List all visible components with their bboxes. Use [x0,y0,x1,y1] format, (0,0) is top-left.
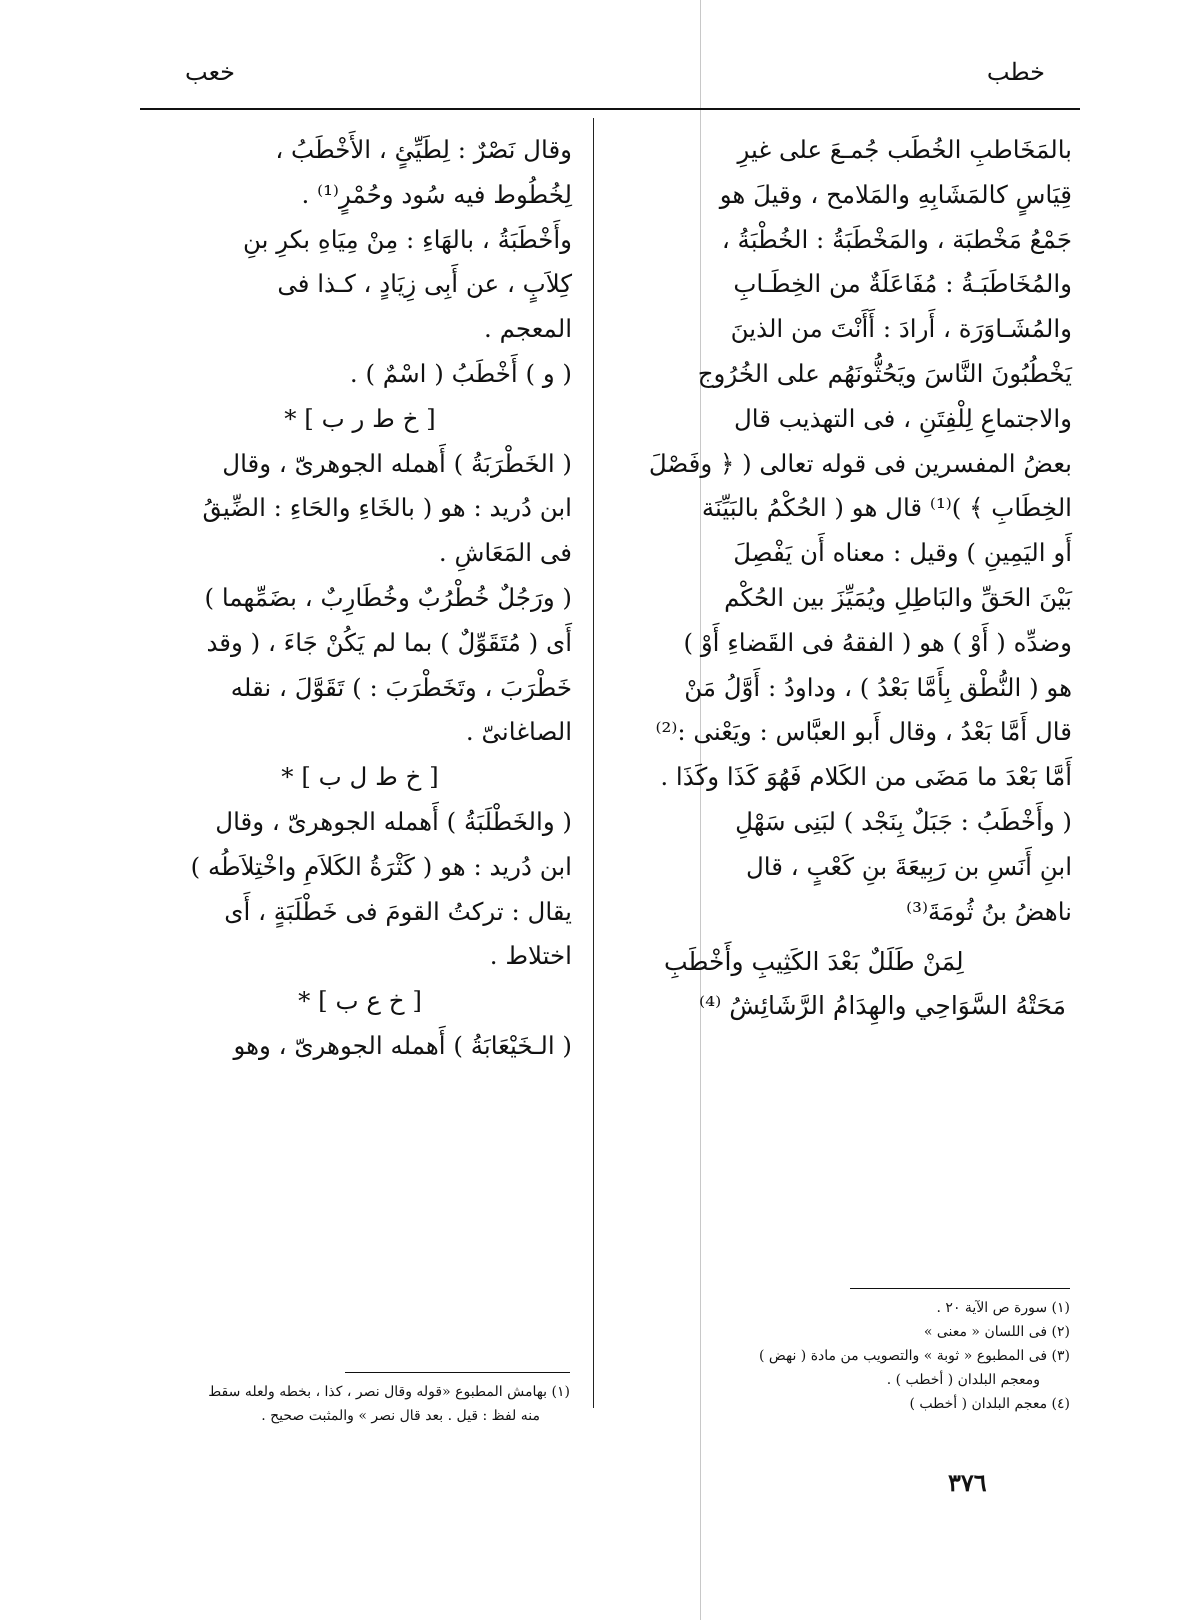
text-line: جَمْعُ مَخْطبَة ، والمَخْطَبَةُ : الخُطْبَةُ ، [721,224,1072,254]
text-line: المعجم . [484,314,572,344]
text-line: ( ورَجُلٌ خُطْرُبٌ وخُطَارِبٌ ، بضَمِّهما ) [204,582,572,612]
entry-heading: [ خ ط ر ب ] * [284,403,436,433]
footnotes-left [148,1380,570,1428]
footnote-rule-right [850,1288,1070,1289]
text-line: ( الـخَيْعَابَةُ ) أَهمله الجوهرىّ ، وهو [233,1030,572,1060]
footnote: (٤) معجم البلدان ( أخطب ) [909,1396,1070,1412]
text-line: والمُخَاطَبَـةُ : مُفَاعَلَةٌ من الخِطَـابِ [733,269,1072,299]
page-number: ٣٧٦ [948,1468,987,1497]
right-headword: خطب [986,58,1045,86]
footnote: ومعجم البلدان ( أخطب ) . [886,1372,1040,1388]
text-line: أَى ( مُتَقَوِّلٌ ) بما لم يَكُنْ جَاءَ ، ( وقد [206,627,572,657]
text-line: ابنِ أَنَسِ بن رَبِيعَةَ بنِ كَعْبٍ ، قال [745,851,1072,881]
text-line: هو ( النُّطْق بِأَمَّا بَعْدُ ) ، وداودُ : أَوَّلُ مَنْ [684,672,1072,702]
text-line: قِيَاسٍ كالمَشَابِهِ والمَلامح ، وقيلَ هو [719,179,1072,209]
text-line: كِلاَبٍ ، عن أَبِى زِيَادٍ ، كـذا فى [277,269,572,299]
left-column [148,128,572,1069]
footnote: (١) سورة ص الآية ٢٠ . [936,1300,1070,1316]
column-divider [593,118,594,1408]
footnote: منه لفظ : قيل . بعد قال نصر » والمثبت صحيح . [261,1408,540,1424]
text-line: فى المَعَاشِ . [438,538,572,568]
header-rule [140,108,1080,110]
text-line: ( وأَخْطَبُ : جَبَلٌ بِنَجْد ) لبَنِى سَهْلِ [735,806,1072,836]
page-header [140,58,1075,98]
text-line: ( والخَطْلَبَةُ ) أَهمله الجوهرىّ ، وقال [215,806,572,836]
text-line: أَمَّا بَعْدَ ما مَضَى من الكَلام فَهُوَ كَذَا وكَذَا . [660,762,1072,792]
right-column [634,128,1072,1028]
text-line: وقال نَصْرٌ : لِطَيِّئٍ ، الأَخْطَبُ ، [275,135,572,164]
entry-heading: [ خ ع ب ] * [298,986,422,1016]
text-line: ابن دُريد : هو ( بالخَاءِ والحَاءِ : الضِّيقُ [202,493,572,523]
text-line: ابن دُريد : هو ( كَثْرَةُ الكَلاَمِ واخْتِلاَطُه ) [190,851,572,881]
poem-verse [634,940,1072,1028]
text-line: خَطْرَبَ ، وتَخَطْرَبَ : ) تَقَوَّلَ ، نقله [230,672,572,702]
text-line: بالمَخَاطبِ الخُطَب جُمـعَ على غيرِ [737,135,1072,164]
text-line: الخِطَابِ ﴾ )⁽¹⁾ قال هو ( الحُكْمُ بالبَيِّنَة [701,493,1072,523]
poem-line: لِمَنْ طَلَلٌ بَعْدَ الكَثِيبِ وأَخْطَبِ [664,947,964,977]
text-line: اختلاط . [489,941,572,971]
text-line: يَخْطُبُونَ النَّاسَ ويَحُثُّونَهُم على الخُرُوج [697,358,1072,388]
text-line: أَو اليَمِينِ ) وقيل : معناه أَن يَفْصِلَ [733,538,1072,568]
text-line: ناهضُ بنُ ثُومَةَ⁽³⁾ [906,896,1072,926]
footnote: (٣) فى المطبوع « ثوبة » والتصويب من مادة ( نهض ) [758,1348,1070,1364]
footnote: (٢) فى اللسان « معنى » [923,1324,1070,1340]
text-line: الصاغانىّ . [465,717,572,747]
text-line: والاجتماعِ لِلْفِتَنِ ، فى التهذيب قال [733,403,1072,433]
footnotes-right [630,1296,1070,1416]
footnote-rule-left [345,1372,570,1373]
text-line: والمُشَـاوَرَة ، أَرادَ : أَأَنْتَ من الذينَ [730,314,1072,344]
text-line: قال أَمَّا بَعْدُ ، وقال أَبو العبَّاس : ويَعْنى :⁽²⁾ [655,717,1072,747]
text-line: بَيْنَ الحَقِّ والبَاطِلِ ويُمَيِّزَ بين الحُكْم [724,582,1072,612]
poem-line: مَحَتْهُ السَّوَاحِي والهِدَامُ الرَّشَائِشُ ⁽⁴⁾ [698,991,1066,1021]
text-line: ( الخَطْرَبَةُ ) أَهمله الجوهرىّ ، وقال [222,448,572,478]
text-line: بعضُ المفسرين فى قوله تعالى ( ﴿ وفَصْلَ [648,448,1072,478]
footnote: (١) بهامش المطبوع «قوله وقال نصر ، كذا ، بخطه ولعله سقط [208,1384,570,1400]
text-line: ( و ) أَخْطَبُ ( اسْمٌ ) . [349,358,572,388]
entry-heading: [ خ ط ل ب ] * [281,762,439,792]
text-line: وضدِّه ( أَوْ ) هو ( الفقهُ فى القَضاءِ أَوْ ) [683,627,1072,657]
left-headword: خعب [185,58,235,86]
text-line: يقال : تركتُ القومَ فى خَطْلَبَةٍ ، أَى [224,896,572,926]
text-line: لِخُطُوط فيه سُود وحُمْرٍ⁽¹⁾ . [301,179,572,209]
text-line: وأَخْطَبَةُ ، بالهَاءِ : مِنْ مِيَاهِ بكرِ بنِ [242,224,572,254]
